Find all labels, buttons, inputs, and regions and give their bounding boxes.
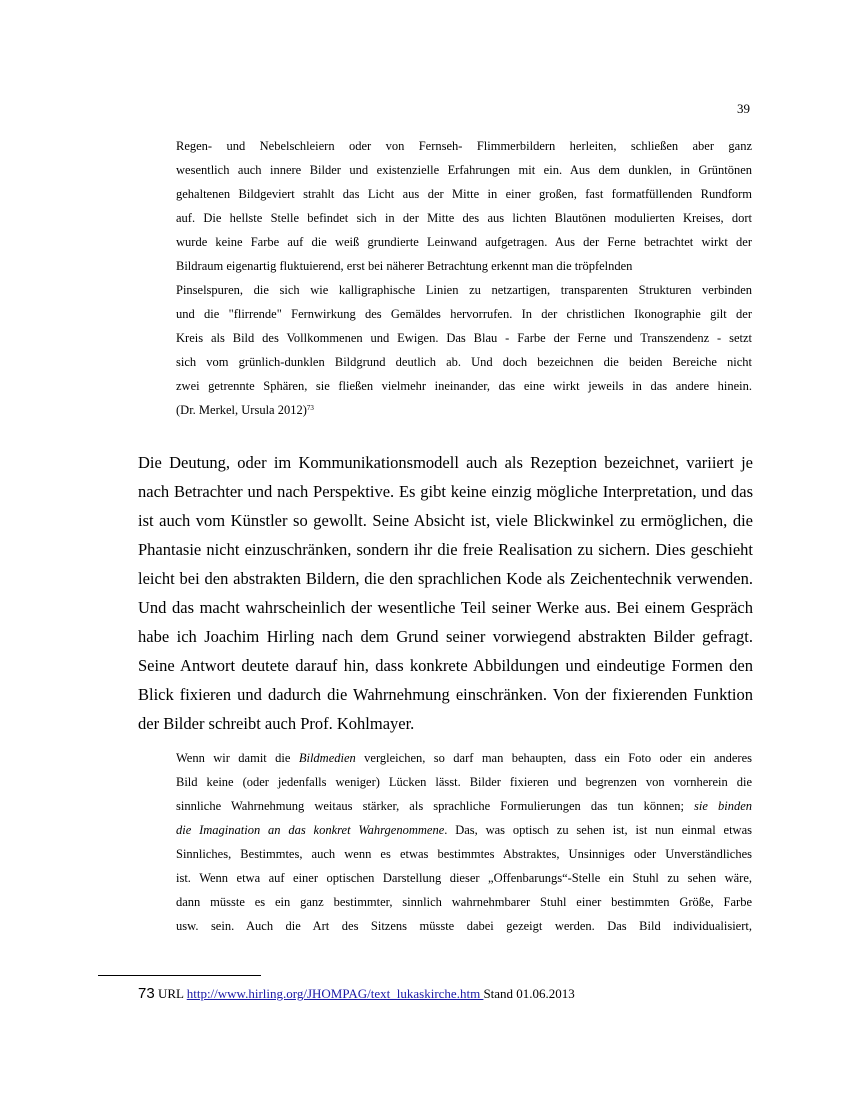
quote-line: Sinnliches, Bestimmtes, auch wenn es etwas bestimmtes Abstraktes, Unsinniges oder Unverständliches	[176, 847, 752, 861]
quote-line: Regen- und Nebelschleiern oder von Fernseh- Flimmerbildern herleiten, schließen aber ganz	[176, 139, 752, 153]
block-quote-kohlmayer	[176, 746, 752, 938]
quote-text: Wenn wir damit die	[176, 751, 299, 765]
quote-line	[176, 794, 752, 818]
body-line: Seine Antwort deutete darauf hin, dass konkrete Abbildungen und eindeutige Formen den	[138, 656, 753, 675]
body-line: der Bilder schreibt auch Prof. Kohlmayer.	[138, 714, 415, 733]
quote-text: vergleichen, so darf man behaupten, dass ein Foto oder ein anderes	[355, 751, 752, 765]
quote-emphasis: sie binden	[694, 799, 752, 813]
body-line: Phantasie nicht einzuschränken, sondern ihr die freie Realisation zu sichern. Dies geschieht	[138, 540, 753, 559]
quote-citation: (Dr. Merkel, Ursula 2012)	[176, 403, 307, 417]
block-quote-merkel	[176, 134, 752, 422]
body-line: leicht bei den abstrakten Bildern, die den sprachlichen Kode als Zeichentechnik verwenden.	[138, 569, 753, 588]
body-line: ist auch vom Künstler so gewollt. Seine Absicht ist, viele Blickwinkel zu ermöglichen, die	[138, 511, 753, 530]
quote-line: ist. Wenn etwa auf einer optischen Darstellung dieser „Offenbarungs“-Stelle ein Stuhl zu sehen wäre,	[176, 871, 752, 885]
body-line: habe ich Joachim Hirling nach dem Grund seiner vorwiegend abstrakten Bilder gefragt.	[138, 627, 753, 646]
quote-line	[176, 746, 752, 770]
body-line: Die Deutung, oder im Kommunikationsmodell auch als Rezeption bezeichnet, variiert je	[138, 453, 753, 472]
footnote-reference[interactable]: 73	[306, 404, 314, 412]
quote-line: Pinselspuren, die sich wie kalligraphische Linien zu netzartigen, transparenten Strukturen verbinden	[176, 283, 752, 297]
quote-line: dann müsste es ein ganz bestimmter, sinnlich wahrnehmbarer Stuhl einer bestimmten Größe, Farbe	[176, 895, 752, 909]
quote-line: wurde keine Farbe auf die weiß grundierte Leinwand aufgetragen. Aus der Ferne betrachtet wirkt der	[176, 235, 752, 249]
footnote-prefix: URL	[154, 986, 187, 1001]
quote-emphasis: Bildmedien	[298, 751, 356, 765]
quote-line: auf. Die hellste Stelle befindet sich in der Mitte des aus lichten Blautönen modulierten Kreises, dort	[176, 211, 752, 225]
quote-text: . Das, was optisch zu sehen ist, ist nun einmal etwas	[444, 823, 752, 837]
quote-line: wesentlich auch innere Bilder und existenzielle Erfahrungen mit ein. Aus dem dunklen, in Grüntönen	[176, 163, 752, 177]
body-paragraph	[138, 448, 753, 738]
quote-line: sich vom grünlich-dunklen Bildgrund deutlich ab. Und doch bezeichnen die beiden Bereiche nicht	[176, 355, 752, 369]
quote-text: sinnliche Wahrnehmung weitaus stärker, als sprachliche Formulierungen das tun können;	[176, 799, 695, 813]
quote-line	[176, 818, 752, 842]
body-line: Und das macht wahrscheinlich der wesentliche Teil seiner Werke aus. Bei einem Gespräch	[138, 598, 753, 617]
footnote	[138, 985, 575, 1002]
footnote-date: Stand 01.06.2013	[483, 986, 575, 1001]
body-line: nach Betrachter und nach Perspektive. Es gibt keine einzig mögliche Interpretation, und das	[138, 482, 753, 501]
footnote-separator	[98, 975, 261, 976]
page-number: 39	[737, 101, 750, 116]
footnote-number: 73	[138, 985, 155, 1002]
quote-line: gehaltenen Bildgeviert strahlt das Licht aus der Mitte in einer großen, fast formatfüllenden Rundform	[176, 187, 752, 201]
quote-line: usw. sein. Auch die Art des Sitzens müsste dabei gezeigt werden. Das Bild individualisiert,	[176, 919, 752, 933]
quote-emphasis: die Imagination an das konkret Wahrgenommene	[176, 823, 445, 837]
quote-line: Bild keine (oder jedenfalls weniger) Lücken lässt. Bilder fixieren und begrenzen von vornherein die	[176, 775, 752, 789]
quote-line: und die "flirrende" Fernwirkung des Gemäldes hervorrufen. In der christlichen Ikonographie gilt der	[176, 307, 752, 321]
body-line: Blick fixieren und dadurch die Wahrnehmung einschränken. Von der fixierenden Funktion	[138, 685, 753, 704]
quote-line: Kreis als Bild des Vollkommenen und Ewigen. Das Blau - Farbe der Ferne und Transzendenz - setzt	[176, 331, 752, 345]
quote-line: Bildraum eigenartig fluktuierend, erst bei näherer Betrachtung erkennt man die tröpfelnden	[176, 259, 633, 273]
footnote-link[interactable]: http://www.hirling.org/JHOMPAG/text_lukaskirche.htm	[186, 986, 484, 1001]
quote-citation-line	[176, 398, 752, 422]
quote-line: zwei getrennte Sphären, sie fließen vielmehr ineinander, das eine wirkt jeweils in das andere hinein.	[176, 379, 752, 393]
